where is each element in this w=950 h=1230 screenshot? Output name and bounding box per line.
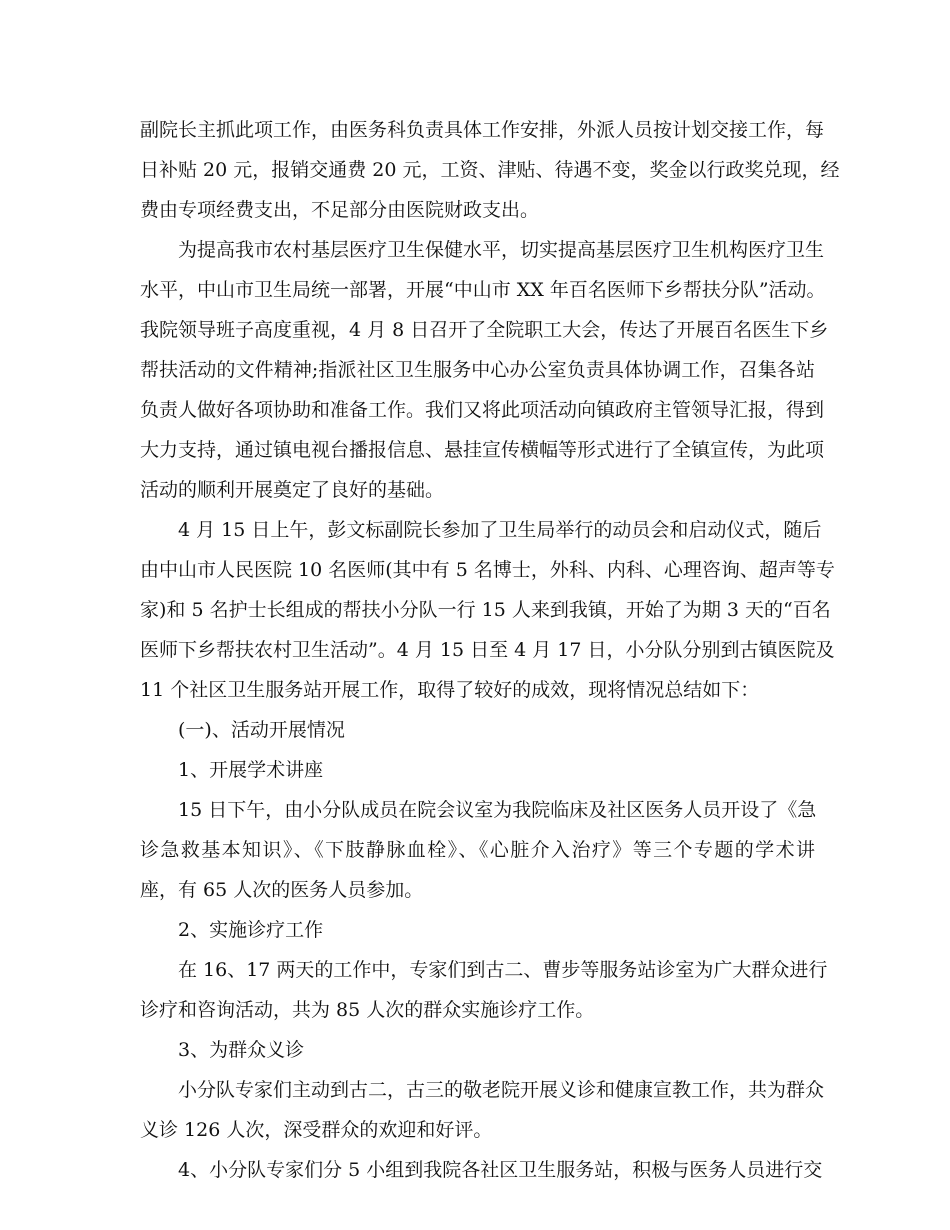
text-line: 座，有 65 人次的医务人员参加。 xyxy=(140,879,424,901)
text-line: 15 日下午，由小分队成员在院会议室为我院临床及社区医务人员开设了《急 xyxy=(178,799,817,821)
text-line: 水平，中山市卫生局统一部署，开展“中山市 XX 年百名医师下乡帮扶分队”活动。 xyxy=(140,279,826,301)
text-line: 负责人做好各项协助和准备工作。我们又将此项活动向镇政府主管领导汇报，得到 xyxy=(140,399,825,421)
text-line: 4、小分队专家们分 5 小组到我院各社区卫生服务站，积极与医务人员进行交 xyxy=(178,1159,823,1181)
subsection-heading: 3、为群众义诊 xyxy=(178,1039,305,1061)
text-line: 义诊 126 人次，深受群众的欢迎和好评。 xyxy=(140,1119,493,1141)
text-line: 我院领导班子高度重视，4 月 8 日召开了全院职工大会，传达了开展百名医生下乡 xyxy=(140,319,829,341)
text-line: 医师下乡帮扶农村卫生活动”。4 月 15 日至 4 月 17 日，小分队分别到古镇医院及 xyxy=(140,639,835,661)
text-line: 副院长主抓此项工作，由医务科负责具体工作安排，外派人员按计划交接工作，每 xyxy=(140,119,825,141)
text-line: 日补贴 20 元，报销交通费 20 元，工资、津贴、待遇不变，奖金以行政奖兑现，经 xyxy=(140,159,840,181)
text-line: 为提高我市农村基层医疗卫生保健水平，切实提高基层医疗卫生机构医疗卫生 xyxy=(178,239,825,261)
text-line: 大力支持，通过镇电视台播报信息、悬挂宣传横幅等形式进行了全镇宣传，为此项 xyxy=(140,439,825,461)
section-heading: (一)、活动开展情况 xyxy=(178,719,345,741)
text-line: 帮扶活动的文件精神;指派社区卫生服务中心办公室负责具体协调工作，召集各站 xyxy=(140,359,815,381)
text-line: 费由专项经费支出，不足部分由医院财政支出。 xyxy=(140,199,540,221)
text-line: 小分队专家们主动到古二，古三的敬老院开展义诊和健康宣教工作，共为群众 xyxy=(178,1079,825,1101)
text-line: 由中山市人民医院 10 名医师(其中有 5 名博士，外科、内科、心理咨询、超声等专 xyxy=(140,559,835,581)
text-line: 活动的顺利开展奠定了良好的基础。 xyxy=(140,479,445,501)
text-line: 诊急救基本知识》、《下肢静脉血栓》、《心脏介入治疗》等三个专题的学术讲 xyxy=(140,839,815,861)
text-line: 4 月 15 日上午，彭文标副院长参加了卫生局举行的动员会和启动仪式，随后 xyxy=(178,519,822,541)
document-body xyxy=(140,110,840,1190)
text-line: 在 16、17 两天的工作中，专家们到古二、曹步等服务站诊室为广大群众进行 xyxy=(178,959,828,981)
text-line: 诊疗和咨询活动，共为 85 人次的群众实施诊疗工作。 xyxy=(140,999,595,1021)
subsection-heading: 1、开展学术讲座 xyxy=(178,759,324,781)
text-line: 11 个社区卫生服务站开展工作，取得了较好的成效，现将情况总结如下： xyxy=(140,679,760,701)
text-line: 家)和 5 名护士长组成的帮扶小分队一行 15 人来到我镇，开始了为期 3 天的“百名 xyxy=(140,599,831,621)
subsection-heading: 2、实施诊疗工作 xyxy=(178,919,324,941)
